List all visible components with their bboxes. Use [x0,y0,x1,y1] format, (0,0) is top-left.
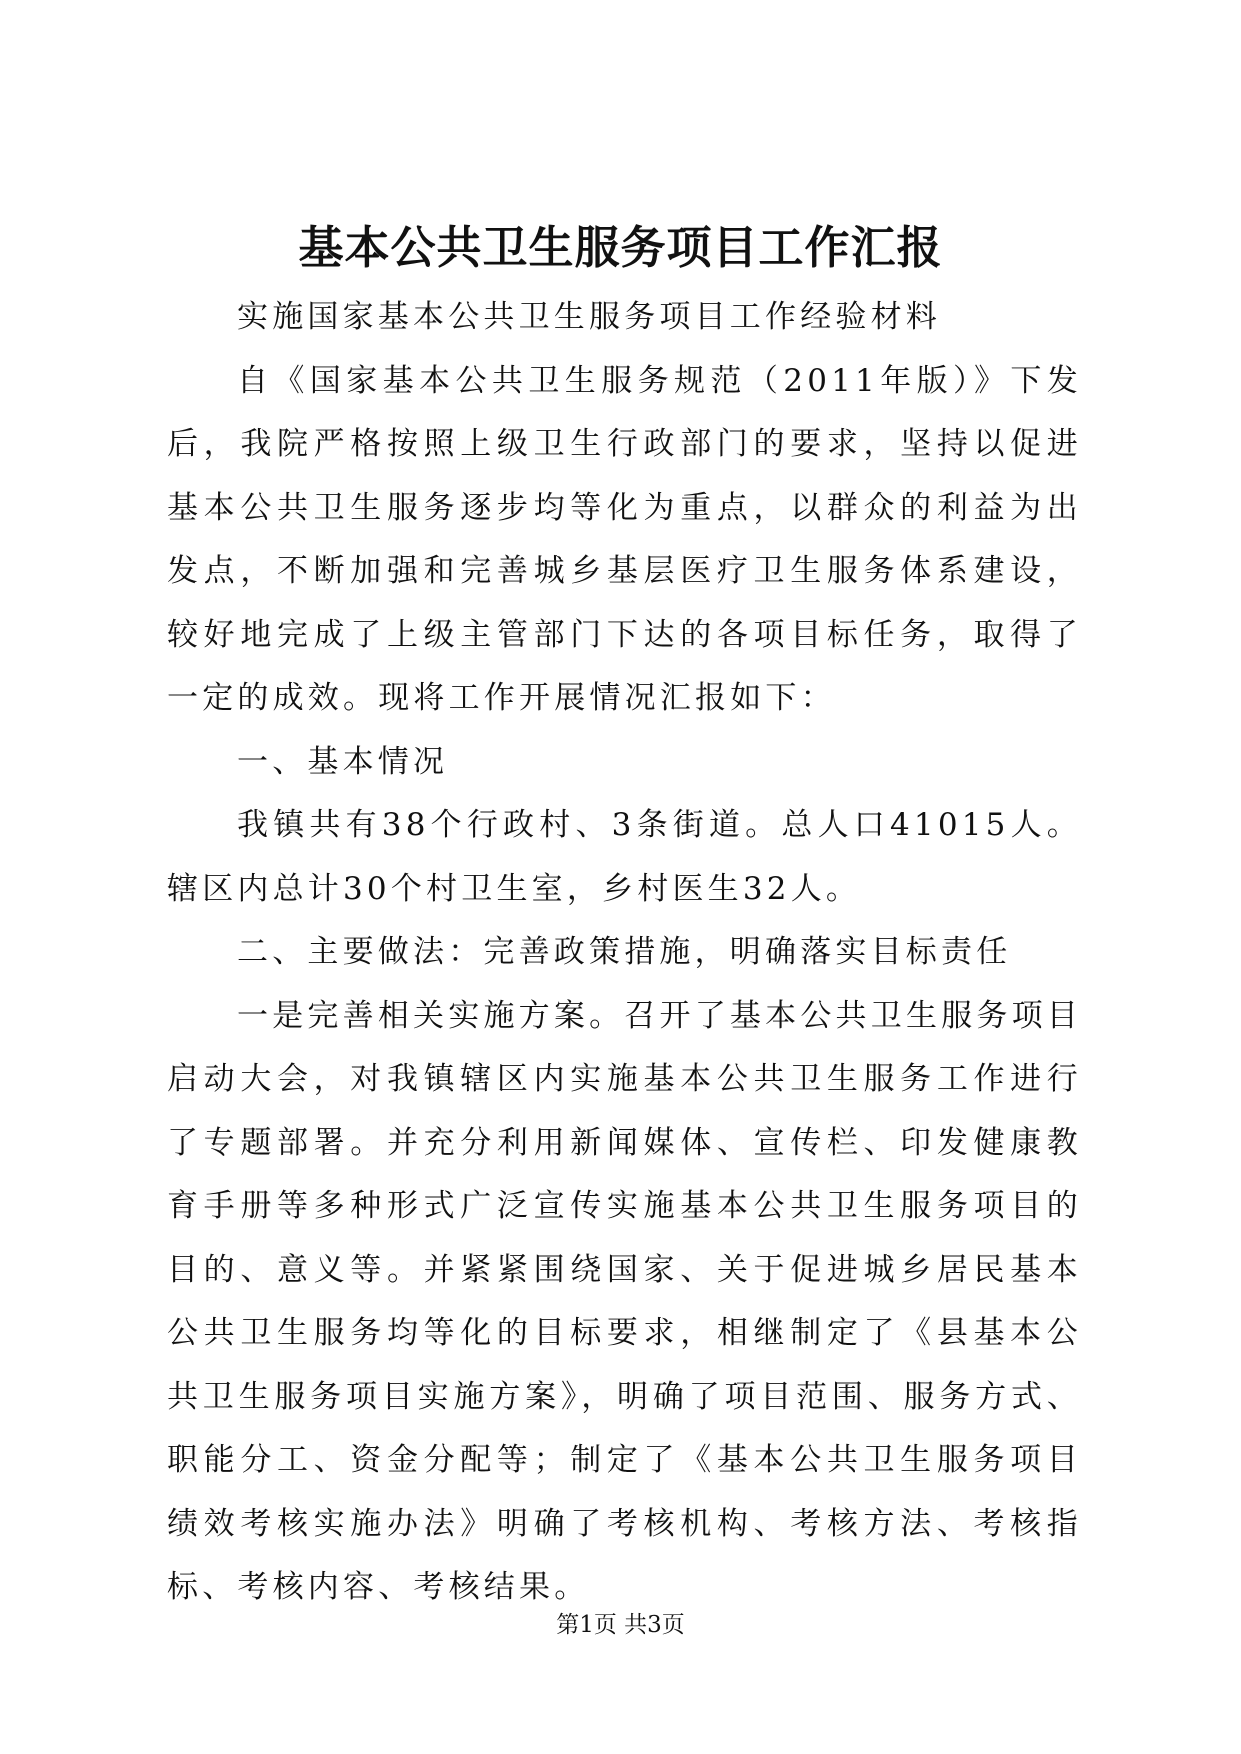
basic-situation-paragraph: 我镇共有38个行政村、3条街道。总人口41015人。辖区内总计30个村卫生室，乡村医生32人。 [167,807,1082,907]
section-heading-basic-situation: 一、基本情况 [237,743,449,780]
main-practices-paragraph: 一是完善相关实施方案。召开了基本公共卫生服务项目启动大会，对我镇辖区内实施基本公共卫生服务工作进行了专题部署。并充分利用新闻媒体、宣传栏、印发健康教育手册等多种形式广泛宣传实施基本公共卫生服务项目的目的、意义等。并紧紧围绕国家、关于促进城乡居民基本公共卫生服务均等化的目标要求，相继制定了《县基本公共卫生服务项目实施方案》，明确了项目范围、服务方式、职能分工、资金分配等；制定了《基本公共卫生服务项目绩效考核实施办法》明确了考核机构、考核方法、考核指标、考核内容、考核结果。 [167,997,1082,1605]
document-body [167,286,1082,1620]
section-heading-main-practices: 二、主要做法：完善政策措施，明确落实目标责任 [237,934,1012,970]
page-footer: 第1页 共3页 [556,1612,685,1638]
subtitle-paragraph: 实施国家基本公共卫生服务项目工作经验材料 [237,299,941,335]
document-title: 基本公共卫生服务项目工作汇报 [298,221,943,274]
intro-paragraph: 自《国家基本公共卫生服务规范（2011年版）》下发后，我院严格按照上级卫生行政部门的要求，坚持以促进基本公共卫生服务逐步均等化为重点，以群众的利益为出发点，不断加强和完善城乡基层医疗卫生服务体系建设，较好地完成了上级主管部门下达的各项目标任务，取得了一定的成效。现将工作开展情况汇报如下： [167,362,1082,716]
